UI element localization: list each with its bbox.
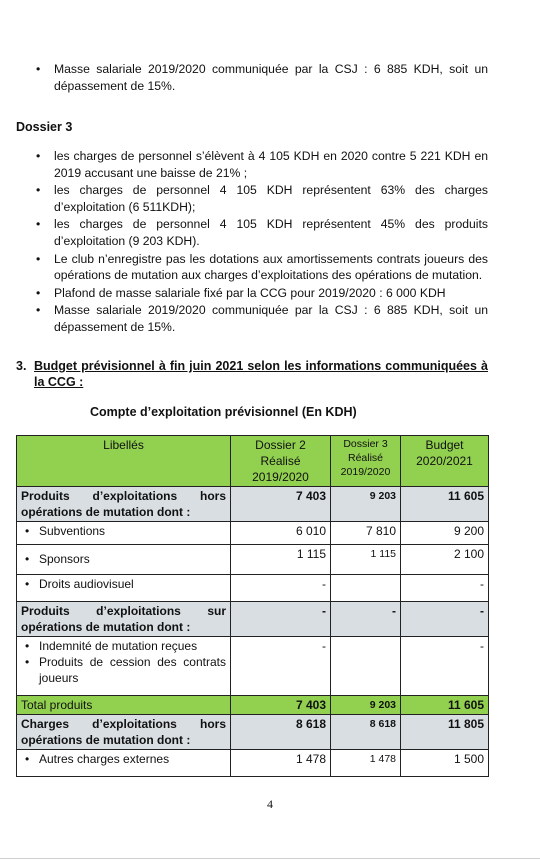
list-item <box>36 285 488 302</box>
row-label-2: Produits de cession des contrats joueurs <box>39 655 226 685</box>
table-row <box>17 545 489 575</box>
cell-dossier3: - <box>331 602 401 637</box>
page-number: 4 <box>267 797 273 811</box>
table-title: Compte d’exploitation prévisionnel (En KDH) <box>90 405 357 419</box>
table-row <box>17 522 489 545</box>
row-label: Indemnité de mutation reçues <box>39 639 198 653</box>
forecast-table <box>16 435 489 777</box>
bullet-text: les charges de personnel s’élèvent à 4 105 KDH en 2020 contre 5 221 KDH en 2019 accusant une baisse de 21% ; <box>54 149 488 180</box>
table-row <box>17 602 489 637</box>
list-item <box>36 182 488 215</box>
bullet-icon: • <box>36 285 41 300</box>
row-label: Droits audiovisuel <box>39 577 134 591</box>
cell-dossier2: - <box>231 575 331 602</box>
bullet-icon: • <box>25 524 30 538</box>
bullet-icon: • <box>36 303 41 318</box>
cell-dossier3: 7 810 <box>331 522 401 545</box>
cell-dossier2: 1 478 <box>231 750 331 777</box>
cell-budget: 2 100 <box>401 545 489 575</box>
list-item <box>36 302 488 335</box>
section-number: 3. <box>16 359 27 373</box>
section-title: Budget prévisionnel à fin juin 2021 selon les informations communiquées à la CCG : <box>34 359 488 389</box>
cell-budget: 11 605 <box>401 487 489 522</box>
bullet-icon: • <box>25 552 30 566</box>
row-label: Produits d’exploitations sur opérations de mutation dont : <box>17 602 231 637</box>
list-item <box>36 61 488 94</box>
row-label-cell <box>17 575 231 602</box>
bullet-icon: • <box>25 577 30 591</box>
cell-dossier2: 7 403 <box>231 487 331 522</box>
header-dossier3: Dossier 3 Réalisé 2019/2020 <box>331 436 401 487</box>
cell-dossier3: 9 203 <box>331 487 401 522</box>
section-3-heading <box>16 358 488 390</box>
cell-dossier2: - <box>231 602 331 637</box>
table-row <box>17 487 489 522</box>
cell-dossier3 <box>331 637 401 696</box>
list-item <box>36 216 488 249</box>
page-edge-divider <box>0 858 540 859</box>
bullet-text: les charges de personnel 4 105 KDH représentent 63% des charges d’exploitation (6 511KDH); <box>54 183 488 214</box>
cell-budget: 9 200 <box>401 522 489 545</box>
cell-dossier2: 8 618 <box>231 715 331 750</box>
row-label: Subventions <box>39 524 106 538</box>
bullet-text: Plafond de masse salariale fixé par la CCG pour 2019/2020 : 6 000 KDH <box>54 285 446 300</box>
cell-dossier3: 1 478 <box>331 750 401 777</box>
bullet-icon: • <box>25 655 30 669</box>
cell-dossier2: - <box>231 637 331 696</box>
cell-budget: 11 805 <box>401 715 489 750</box>
cell-budget: - <box>401 637 489 696</box>
top-bullet-list <box>36 61 488 95</box>
row-label-cell <box>17 522 231 545</box>
table-row <box>17 750 489 777</box>
bullet-text: Masse salariale 2019/2020 communiquée par la CSJ : 6 885 KDH, soit un dépassement de 15%. <box>54 62 488 93</box>
header-dossier2: Dossier 2 Réalisé 2019/2020 <box>231 436 331 487</box>
cell-budget: 11 605 <box>401 696 489 715</box>
dossier3-heading: Dossier 3 <box>16 120 73 134</box>
cell-dossier2: 6 010 <box>231 522 331 545</box>
cell-dossier3 <box>331 575 401 602</box>
cell-dossier3: 1 115 <box>331 545 401 575</box>
bullet-text: Le club n’enregistre pas les dotations aux amortissements contrats joueurs des opérations de mutation aux charges d’exploitations des opérations de mutation. <box>54 251 488 283</box>
bullet-icon: • <box>25 639 30 653</box>
table-row <box>17 637 489 696</box>
header-budget: Budget 2020/2021 <box>401 436 489 487</box>
cell-dossier2: 7 403 <box>231 696 331 715</box>
cell-budget: 1 500 <box>401 750 489 777</box>
table-row <box>17 696 489 715</box>
row-label-cell <box>17 750 231 777</box>
header-libelles: Libellés <box>17 436 231 487</box>
row-label: Autres charges externes <box>39 752 170 766</box>
cell-dossier2: 1 115 <box>231 545 331 575</box>
table-row <box>17 715 489 750</box>
row-label-cell <box>17 545 231 575</box>
row-label: Charges d’exploitations hors opérations de mutation dont : <box>17 715 231 750</box>
bullet-icon: • <box>25 752 30 766</box>
cell-budget: - <box>401 575 489 602</box>
dossier3-bullet-list <box>36 148 488 337</box>
bullet-icon: • <box>36 217 41 232</box>
cell-dossier3: 9 203 <box>331 696 401 715</box>
row-label-cell <box>17 637 231 696</box>
bullet-icon: • <box>36 251 41 266</box>
row-label: Produits d’exploitations hors opérations de mutation dont : <box>17 487 231 522</box>
bullet-text: les charges de personnel 4 105 KDH représentent 45% des produits d’exploitation (9 203 KDH). <box>54 217 488 248</box>
bullet-icon: • <box>36 149 41 163</box>
bullet-icon: • <box>36 183 41 198</box>
row-label: Total produits <box>17 696 231 715</box>
table-row <box>17 575 489 602</box>
row-label: Sponsors <box>39 552 90 566</box>
bullet-text: Masse salariale 2019/2020 communiquée par la CSJ : 6 885 KDH, soit un dépassement de 15%. <box>54 303 488 334</box>
cell-budget: - <box>401 602 489 637</box>
list-item <box>36 148 488 181</box>
table-header-row <box>17 436 489 487</box>
cell-dossier3: 8 618 <box>331 715 401 750</box>
list-item <box>36 251 488 284</box>
bullet-icon: • <box>36 62 41 76</box>
